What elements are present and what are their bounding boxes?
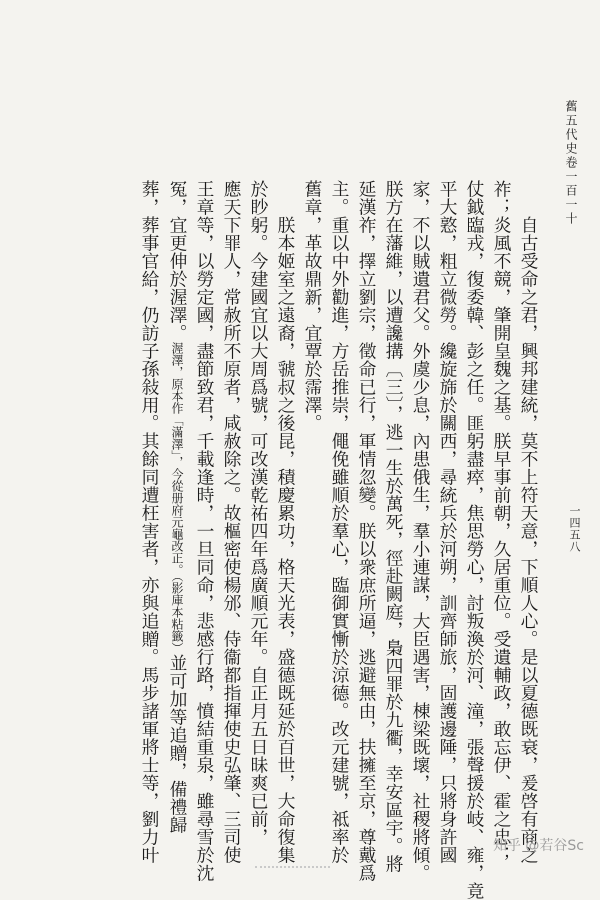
text-column: 自古受命之君，興邦建統，莫不上符天意，下順人心。是以夏德既衰，爰啓有商之: [518, 216, 539, 864]
text-column-with-note: [163, 180, 191, 834]
running-header: 舊五代史卷一百一十: [564, 100, 578, 226]
watermark: 知乎 @若谷Sc: [492, 838, 584, 854]
text-column: 延漢祚，擇立劉宗，徵命已行，軍情忽變。朕以衆庶所逼，逃避無由，扶擁至京，尊戴爲: [356, 180, 377, 882]
text-column: 仗鉞臨戎，復委韓、彭之任。匪躬盡瘁，焦思勞心，討叛渙於河、潼，張聲援於岐、雍，竟: [464, 180, 485, 900]
text-column: 朕本姬室之遠裔，虢叔之後昆，積慶累功，格天光表，盛德既延於百世，大命復集: [275, 216, 296, 864]
text-column: 朕方在藩維，以遭讒搆〔三〕，逃一生於萬死，徑赴闕庭，梟四罪於九衢，幸安區宇。將: [383, 180, 404, 873]
footer-mark: [255, 866, 330, 872]
text-column-tail: 並可加等追贈，備禮歸: [167, 653, 188, 834]
text-column: 平大憝，粗立微勞。纔旋旆於關西，尋統兵於河朔，訓齊師旅，固護邊陲，只將身許國: [437, 180, 458, 864]
text-column: 祚；炎風不競，肇開皇魏之基。朕早事前朝，久居重位。受遺輔政，敢忘伊、霍之忠；: [491, 180, 512, 864]
text-column: 葬，葬事官給，仍訪子孫敍用。其餘同遭枉害者，亦與追贈。馬步諸軍將士等，劉力叶: [139, 180, 160, 864]
text-column: 應天下罪人，常赦所不原者，咸赦除之。故樞密使楊邠、侍衞都指揮使史弘肇、三司使: [221, 180, 242, 864]
text-column-head: 冤，宜更伸於渥澤。: [167, 180, 188, 342]
text-column: 於眇躬。今建國宜以大周爲號，可改漢乾祐四年爲廣順元年。自正月五日昧爽已前，: [248, 180, 269, 846]
text-column: 舊章，革故鼎新，宜覃於霈澤。: [302, 180, 323, 432]
text-column: 王章等，以勞定國，盡節致君，千載逢時，一旦同命，悲感行路，憤結重泉，雖尋雪於沈: [194, 180, 215, 882]
collation-note: 渥澤，原本作「滿澤」，今從册府元龜改正。（影庫本粘籤）: [170, 341, 184, 654]
text-column: 主。重以中外勸進，方岳推崇，僶俛雖順於羣心，臨御實慚於涼德。改元建號，祗率於: [329, 180, 350, 864]
page-number: 一四五八: [568, 505, 581, 553]
text-column: 家，不以賊遺君父。外虞少息，內患俄生，羣小連謀，大臣遇害，棟梁既壞，社稷將傾。: [410, 180, 431, 882]
